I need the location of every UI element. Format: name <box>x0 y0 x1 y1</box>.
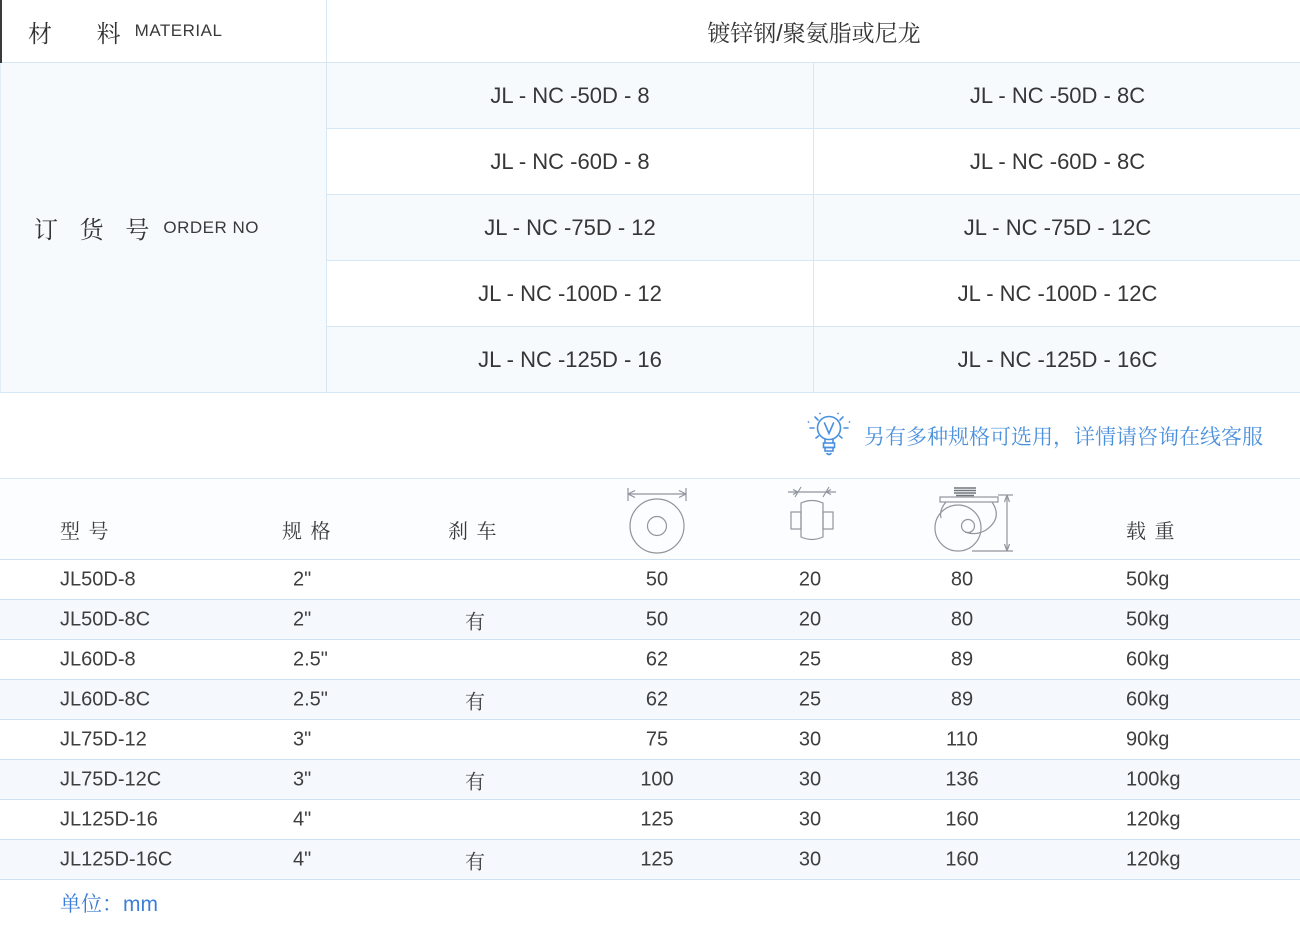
height-value: 89 <box>950 688 974 710</box>
model-cell: JL60D-8 <box>60 648 136 670</box>
diameter-value: 100 <box>640 768 674 790</box>
size-cell: 2" <box>293 608 312 630</box>
material-value: 镀锌钢/聚氨脂或尼龙 <box>326 0 1300 63</box>
spec-row <box>0 680 1300 720</box>
width-value: 30 <box>798 808 822 830</box>
unit-note: 单位：mm <box>60 893 158 916</box>
height-value: 160 <box>945 808 979 830</box>
spec-row <box>0 640 1300 680</box>
order-info-table <box>0 0 1300 393</box>
material-label-zh: 材 料 <box>28 20 121 48</box>
spec-row <box>0 800 1300 840</box>
material-label-en: MATERIAL <box>134 21 223 40</box>
load-value: 60kg <box>1126 648 1170 670</box>
height-value: 80 <box>950 568 974 590</box>
tip-text: 另有多种规格可选用，详情请咨询在线客服 <box>864 426 1263 449</box>
load-value: 50kg <box>1126 608 1170 630</box>
order-no-cell: JL - NC -50D - 8 <box>326 63 813 129</box>
size-cell: 3" <box>293 728 312 750</box>
diameter-value: 125 <box>640 848 674 870</box>
order-no-cell: JL - NC -50D - 8C <box>813 63 1300 129</box>
brake-column-header: 刹 车 <box>448 521 497 543</box>
order-no-cell: JL - NC -100D - 12 <box>326 261 813 327</box>
load-column-header: 载 重 <box>1126 521 1175 543</box>
load-value: 120kg <box>1126 848 1181 870</box>
model-cell: JL50D-8C <box>60 608 151 630</box>
diameter-value: 62 <box>645 688 669 710</box>
spec-row <box>0 840 1300 880</box>
diameter-value: 50 <box>645 568 669 590</box>
height-value: 110 <box>946 728 978 750</box>
width-value: 20 <box>798 568 822 590</box>
spec-row <box>0 760 1300 800</box>
size-cell: 2.5" <box>293 648 328 670</box>
model-cell: JL125D-16C <box>60 848 173 870</box>
diameter-value: 62 <box>645 648 669 670</box>
model-cell: JL50D-8 <box>60 568 136 590</box>
brake-cell: 有 <box>465 691 485 713</box>
height-value: 136 <box>945 768 979 790</box>
order-no-cell: JL - NC -60D - 8 <box>326 129 813 195</box>
spec-row <box>0 720 1300 760</box>
order-no-row-label <box>1 63 326 393</box>
lightbulb-icon <box>806 411 852 461</box>
diameter-value: 75 <box>645 728 669 750</box>
height-value: 160 <box>945 848 979 870</box>
load-value: 90kg <box>1126 728 1170 750</box>
order-label-en: ORDER NO <box>163 217 259 237</box>
model-cell: JL75D-12 <box>60 728 147 750</box>
diameter-value: 125 <box>640 808 674 830</box>
width-value: 30 <box>798 848 822 870</box>
model-column-header: 型 号 <box>60 521 109 543</box>
width-value: 30 <box>798 768 822 790</box>
height-value: 89 <box>950 648 974 670</box>
brake-cell: 有 <box>465 771 485 793</box>
order-no-cell: JL - NC -125D - 16C <box>813 327 1300 393</box>
model-cell: JL75D-12C <box>60 768 162 790</box>
wheel-diameter-icon <box>625 485 689 555</box>
spec-row <box>0 600 1300 640</box>
order-no-cell: JL - NC -75D - 12C <box>813 195 1300 261</box>
model-cell: JL125D-16 <box>60 808 158 830</box>
brake-cell: 有 <box>465 611 485 633</box>
order-no-cell: JL - NC -100D - 12C <box>813 261 1300 327</box>
spec-row <box>0 560 1300 600</box>
size-cell: 2.5" <box>293 688 328 710</box>
brake-cell: 有 <box>465 851 485 873</box>
table-left-border-fragment <box>0 0 2 63</box>
width-value: 20 <box>798 608 822 630</box>
size-column-header: 规 格 <box>282 521 331 543</box>
width-value: 25 <box>798 688 822 710</box>
size-cell: 4" <box>293 808 312 830</box>
load-value: 50kg <box>1126 568 1170 590</box>
load-value: 60kg <box>1126 688 1170 710</box>
caster-height-icon <box>912 485 1014 555</box>
order-label-zh: 订 货 号 <box>34 217 150 244</box>
more-specs-tip <box>806 408 1263 464</box>
order-no-cell: JL - NC -60D - 8C <box>813 129 1300 195</box>
spec-table-header <box>0 478 1300 560</box>
order-no-cell: JL - NC -125D - 16 <box>326 327 813 393</box>
model-cell: JL60D-8C <box>60 688 151 710</box>
size-cell: 3" <box>293 768 312 790</box>
material-row-label <box>1 0 326 63</box>
load-value: 100kg <box>1126 768 1181 790</box>
order-no-cell: JL - NC -75D - 12 <box>326 195 813 261</box>
width-value: 25 <box>798 648 822 670</box>
wheel-width-icon <box>786 485 838 553</box>
size-cell: 4" <box>293 848 312 870</box>
diameter-value: 50 <box>645 608 669 630</box>
size-cell: 2" <box>293 568 312 590</box>
height-value: 80 <box>950 608 974 630</box>
width-value: 30 <box>798 728 822 750</box>
load-value: 120kg <box>1126 808 1181 830</box>
